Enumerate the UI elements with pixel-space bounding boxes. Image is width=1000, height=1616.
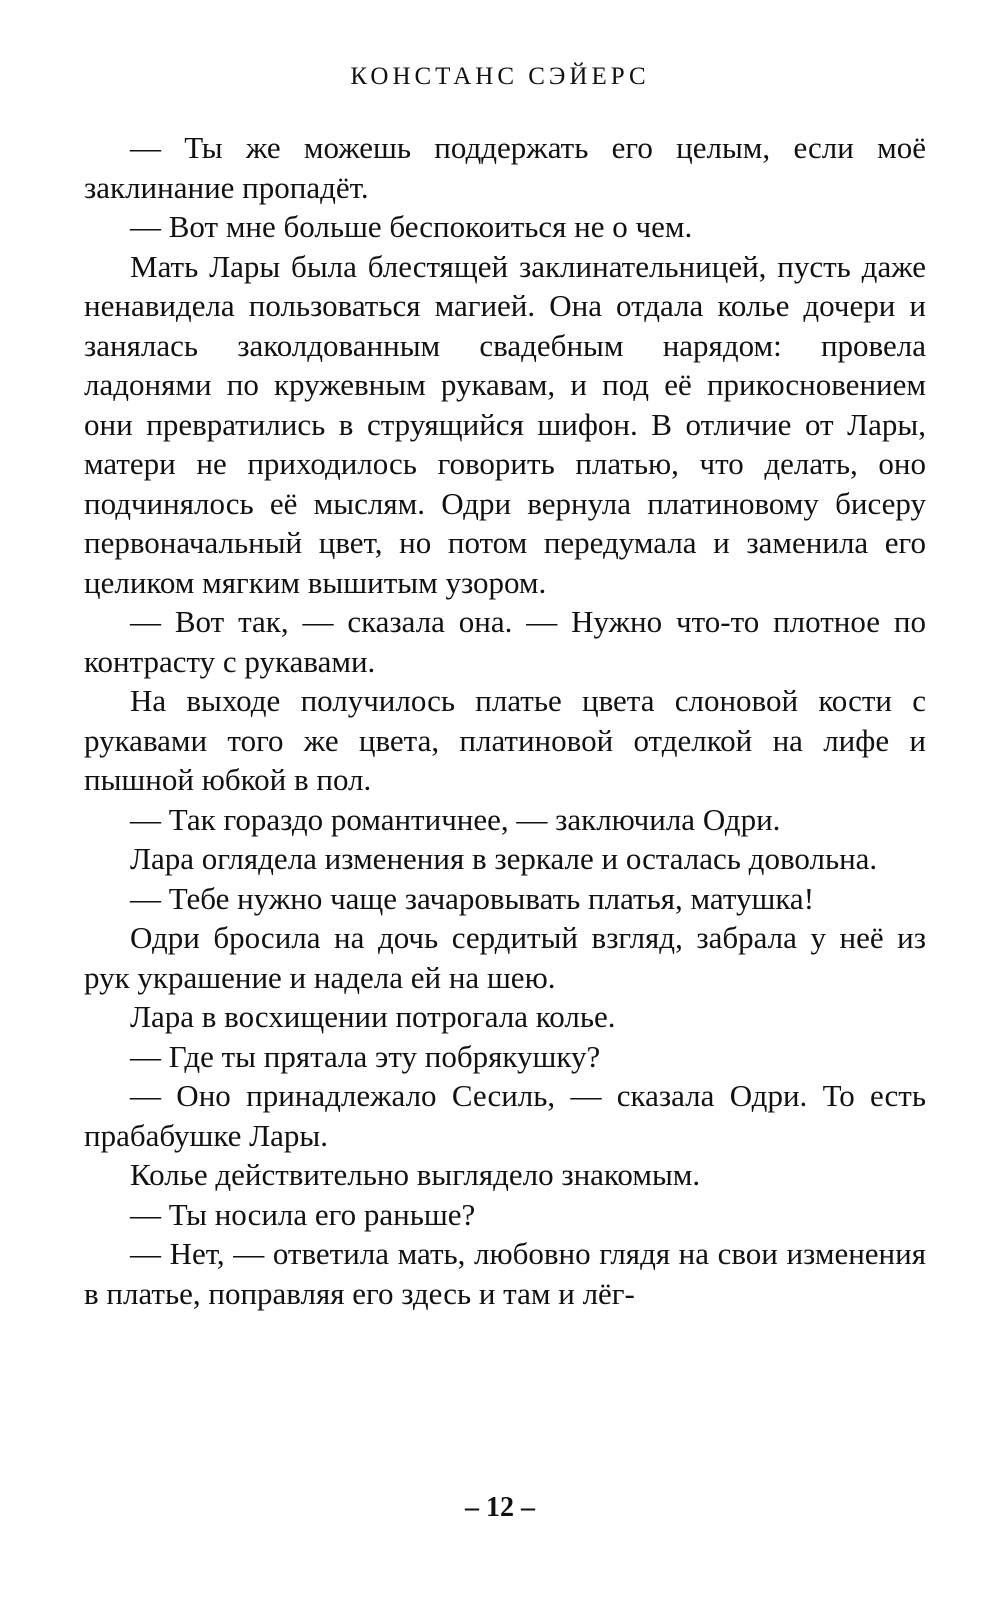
paragraph: — Вот мне больше беспокоиться не о чем. <box>130 209 693 244</box>
paragraph: — Тебе нужно чаще зачаровывать платья, матушка! <box>130 880 815 916</box>
paragraph: Мать Лары была блестящей заклинательницей, пусть даже ненавидела пользоваться магией. Она отдала колье дочери и занялась заколдованным свадебным нарядом: провела ладонями по кружевным рукавам, и под её прикосновением они превратились в струящийся шифон. В отличие от Лары, матери не приходилось говорить платью, что делать, оно подчинялось её мыслям. Одри вернула платиновому бисеру первоначальный цвет, но потом передумала и заменила его целиком мягким вышитым узором. <box>84 248 926 600</box>
running-head-author: КОНСТАНС СЭЙЕРС <box>350 63 650 90</box>
paragraph: На выходе получилось платье цвета слоновой кости с рукавами того же цвета, платиновой отделкой на лифе и пышной юбкой в пол. <box>84 683 926 797</box>
paragraph: — Так гораздо романтичнее, — заключила Одри. <box>130 801 781 837</box>
paragraph: — Нет, — ответила мать, любовно глядя на свои изменения в платье, поправляя его здесь и там и лёг- <box>84 1236 926 1311</box>
paragraph: — Ты носила его раньше? <box>130 1196 476 1232</box>
paragraph: — Ты же можешь поддержать его целым, если моё заклинание пропадёт. <box>84 130 926 205</box>
paragraph: — Вот так, — сказала она. — Нужно что-то плотное по контрасту с рукавами. <box>84 604 926 679</box>
paragraph: — Оно принадлежало Сесиль, — сказала Одри. То есть прабабушке Лары. <box>84 1078 926 1153</box>
page-number: – 12 – <box>465 1492 535 1523</box>
paragraph: Лара в восхищении потрогала колье. <box>130 999 616 1034</box>
paragraph: Колье действительно выглядело знакомым. <box>130 1157 701 1192</box>
paragraph: Лара оглядела изменения в зеркале и осталась довольна. <box>130 841 878 876</box>
body-text <box>84 128 926 1313</box>
paragraph: — Где ты прятала эту побрякушку? <box>130 1038 601 1074</box>
paragraph: Одри бросила на дочь сердитый взгляд, забрала у неё из рук украшение и надела ей на шею. <box>84 920 926 995</box>
